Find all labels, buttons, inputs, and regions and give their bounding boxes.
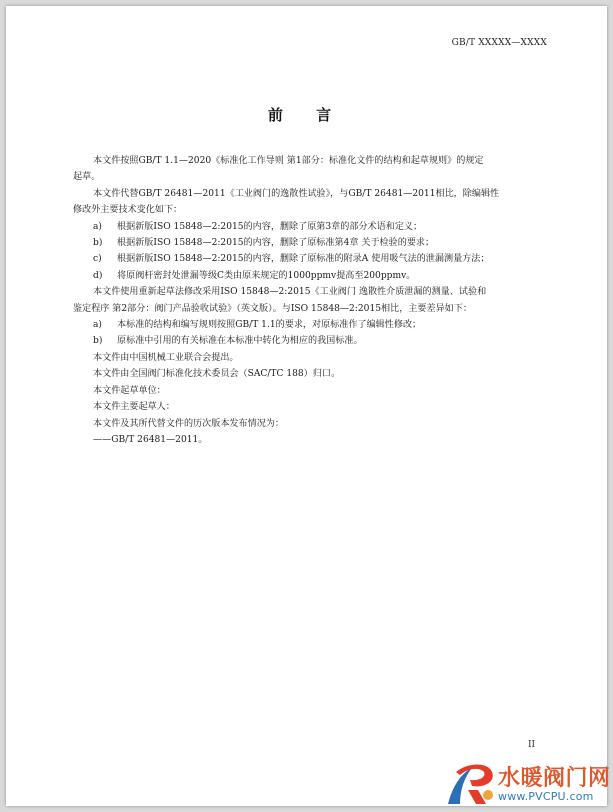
change-text: 根据新版ISO 15848—2:2015的内容，删除了原标准第4章 关于检验的要求； bbox=[117, 238, 435, 249]
paragraph: ——GB/T 26481—2011。 bbox=[93, 434, 208, 445]
difference-item bbox=[73, 317, 559, 333]
change-label: c) bbox=[93, 254, 102, 265]
paragraph: 本文件按照GB/T 1.1—2020《标准化工作导则 第1部分：标准化文件的结构和起草规则》的规定 bbox=[93, 156, 484, 166]
difference-text: 原标准中引用的有关标准在本标准中转化为相应的我国标准。 bbox=[117, 336, 363, 347]
change-label: b) bbox=[93, 238, 103, 249]
change-item bbox=[73, 251, 559, 267]
change-item bbox=[73, 235, 559, 251]
change-item bbox=[73, 268, 559, 284]
difference-item bbox=[73, 333, 559, 349]
paragraph: 本文件由中国机械工业联合会提出。 bbox=[93, 352, 239, 363]
paragraph: 鉴定程序 第2部分：阀门产品验收试验》（英文版）。与ISO 15848—2:2015相比，主要差异如下： bbox=[73, 303, 472, 314]
paragraph: 修改外主要技术变化如下： bbox=[73, 205, 183, 216]
paragraph: 本文件起草单位： bbox=[93, 385, 166, 396]
watermark-brand: 水暖阀门网 bbox=[498, 766, 611, 791]
paragraph: 本文件代替GB/T 26481—2011《工业阀门的逸散性试验》，与GB/T 26481—2011相比，除编辑性 bbox=[93, 188, 500, 199]
paragraph: 本文件主要起草人： bbox=[93, 402, 175, 413]
difference-label: b) bbox=[93, 336, 103, 347]
paragraph: 本文件及其所代替文件的历次版本发布情况为： bbox=[93, 418, 284, 429]
change-item bbox=[73, 219, 559, 235]
change-text: 根据新版ISO 15848—2:2015的内容，删除了原第3章的部分术语和定义； bbox=[117, 221, 423, 232]
pvcpu-logo-icon bbox=[442, 760, 500, 808]
change-text: 根据新版ISO 15848—2:2015的内容，删除了原标准的附录A 使用吸气法的泄漏测量方法； bbox=[117, 254, 490, 265]
foreword-body bbox=[73, 153, 559, 448]
document-code: GB/T XXXXX—XXXX bbox=[451, 38, 547, 48]
watermark bbox=[442, 760, 611, 808]
paragraph: 本文件由全国阀门标准化技术委员会（SAC/TC 188）归口。 bbox=[93, 369, 341, 380]
change-label: d) bbox=[93, 270, 103, 281]
page-number: II bbox=[528, 740, 536, 750]
difference-label: a) bbox=[93, 320, 102, 331]
change-label: a) bbox=[93, 221, 102, 232]
paragraph: 起草。 bbox=[73, 172, 101, 183]
paragraph: 本文件使用重新起草法修改采用ISO 15848—2:2015《工业阀门 逸散性介质泄漏的测量、试验和 bbox=[93, 287, 487, 298]
watermark-url: www.PVCPU.com bbox=[498, 790, 594, 803]
section-title: 前 言 bbox=[267, 106, 346, 124]
change-text: 将原阀杆密封处泄漏等级C类由原来规定的1000ppmv提高至200ppmv。 bbox=[117, 270, 416, 281]
difference-text: 本标准的结构和编写规则按照GB/T 1.1的要求，对原标准作了编辑性修改； bbox=[117, 320, 422, 331]
